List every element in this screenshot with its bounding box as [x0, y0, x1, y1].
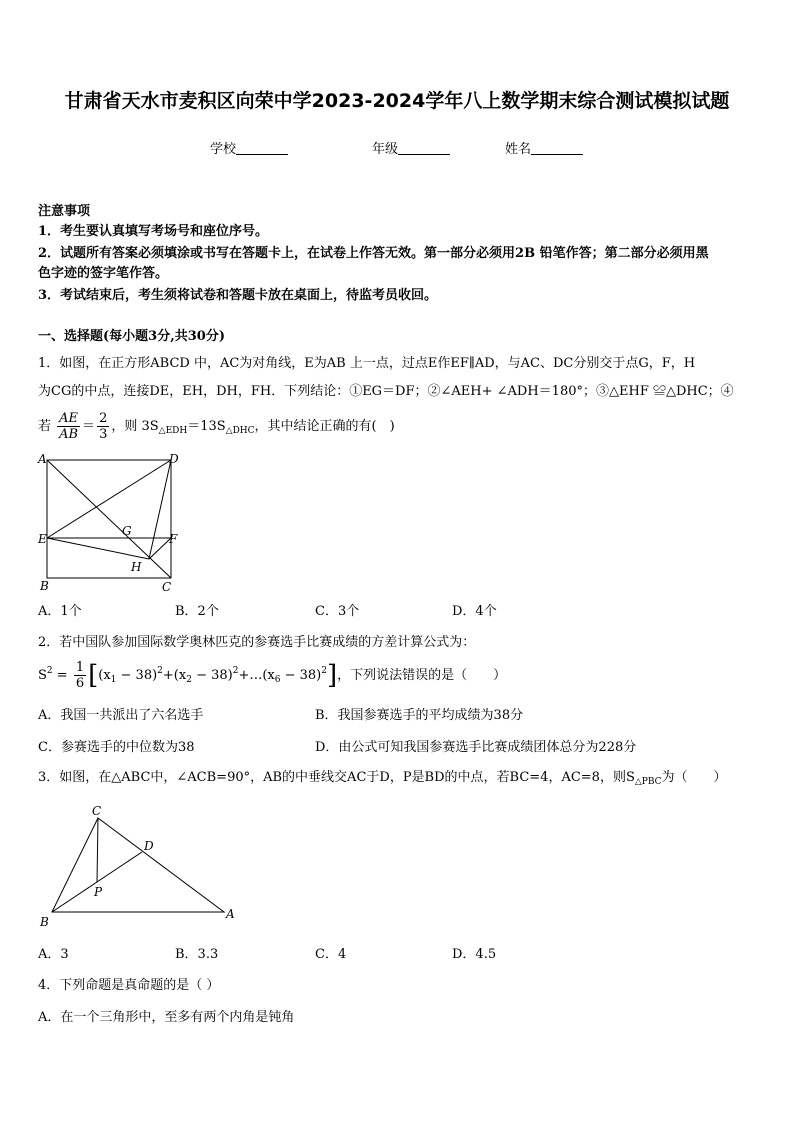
q3-text-end: 为（ ） — [661, 770, 727, 785]
q1-line3 — [38, 411, 395, 442]
q1-fraction-ae-ab — [57, 411, 80, 442]
q3-text: 3．如图，在△ABC中，∠ACB=90°，AB的中垂线交AC于D，P是BD的中点，若BC=4，AC=8，则S — [38, 770, 635, 785]
q2-term2-sub: 2 — [186, 675, 192, 685]
q1-segment-fh — [149, 538, 171, 559]
q1-frac2-den: 3 — [99, 427, 108, 442]
q4-option-a: A．在一个三角形中，至多有两个内角是钝角 — [38, 1010, 295, 1025]
q1-label-h: H — [131, 560, 142, 574]
q2-s: S — [38, 668, 47, 683]
q1-label-g: G — [122, 524, 132, 538]
q2-option-b: B．我国参赛选手的平均成绩为38分 — [315, 708, 524, 723]
q2-term1-end: − 38) — [116, 668, 158, 683]
q2-formula — [38, 660, 506, 691]
q1-option-a: A．1个 — [38, 604, 82, 619]
q1-option-c: C．3个 — [315, 604, 360, 619]
q3-triangle-abc — [52, 818, 224, 912]
q3-option-a: A．3 — [38, 947, 69, 962]
page-title: 甘肃省天水市麦积区向荣中学2023-2024学年八上数学期末综合测试模拟试题 — [64, 90, 730, 112]
q3-segment-cp — [97, 818, 98, 882]
q1-label-b: B — [40, 579, 49, 593]
q1-label-f: F — [169, 532, 178, 546]
q2-term3-sq: 2 — [321, 666, 327, 676]
grade-field — [372, 140, 450, 160]
q1-segment-ed — [47, 460, 171, 538]
q2-frac-den: 6 — [75, 676, 85, 691]
notice-heading: 注意事项 — [38, 204, 91, 219]
q1-then: ，则 3S — [111, 419, 159, 434]
q2-option-d: D．由公式可知我国参赛选手比赛成绩团体总分为228分 — [315, 740, 637, 755]
q1-line1: 1．如图，在正方形ABCD 中，AC为对角线，E为AB 上一点，过点E作EF∥AD，与AC、DC分别交于点G，F，H — [38, 356, 696, 371]
q3-label-d: D — [144, 839, 154, 853]
school-blank — [236, 140, 288, 155]
q1-option-b: B．2个 — [175, 604, 219, 619]
q1-segment-dh — [149, 460, 171, 559]
notice-item-1: 1．考生要认真填写考场号和座位序号。 — [38, 224, 269, 239]
q3-sub-pbc: △PBC — [634, 777, 662, 787]
q2-term2: +(x — [162, 668, 187, 683]
name-label: 姓名 — [505, 142, 532, 157]
q1-label-e: E — [38, 532, 47, 546]
q1-if: 若 — [38, 419, 52, 434]
q1-sub-edh: △EDH — [158, 426, 188, 436]
q1-line2: 为CG的中点，连接DE，EH，DH，FH．下列结论：①EG＝DF；②∠AEH+ ∠ADH＝180°；③△EHF ≌△DHC；④ — [38, 384, 734, 399]
name-blank — [531, 140, 583, 155]
q2-option-c: C．参赛选手的中位数为38 — [38, 740, 195, 755]
q1-frac2-num: 2 — [99, 411, 108, 426]
q2-term3-end: − 38) — [280, 668, 322, 683]
q2-option-a: A．我国一共派出了六名选手 — [38, 708, 204, 723]
q2-term3-sub: 6 — [274, 675, 281, 685]
q1-label-c: C — [162, 580, 172, 594]
q1-equals-13s: ＝13S — [187, 419, 226, 434]
q1-frac1-num: AE — [59, 411, 79, 426]
q1-equals: ＝ — [82, 419, 96, 434]
q1-frac1-den: AB — [59, 427, 79, 442]
q2-term1: (x — [98, 668, 111, 683]
q2-s-sq: 2 — [46, 666, 53, 676]
q2-term2-end: − 38) — [191, 668, 233, 683]
q3-option-b: B．3.3 — [175, 947, 219, 962]
notice-item-3: 3．考试结束后，考生须将试卷和答题卡放在桌面上，待监考员收回。 — [38, 288, 438, 303]
section-heading: 一、选择题(每小题3分,共30分) — [38, 329, 225, 344]
q2-eq: = — [52, 668, 72, 683]
q1-segment-eh — [47, 538, 149, 559]
q1-label-a: A — [38, 452, 47, 466]
q1-diagonal-ac — [47, 460, 171, 578]
q1-square-figure — [30, 448, 190, 594]
school-label: 学校 — [210, 142, 237, 157]
q3-label-p: P — [94, 885, 103, 899]
q2-fraction-1-6 — [74, 660, 86, 691]
q2-after: ，下列说法错误的是（ ） — [337, 668, 507, 683]
q3-option-d: D．4.5 — [452, 947, 497, 962]
q2-left-bracket: [ — [88, 660, 99, 691]
q3-triangle-figure — [36, 800, 246, 930]
q2-line1: 2．若中国队参加国际数学奥林匹克的参赛选手比赛成绩的方差计算公式为： — [38, 635, 476, 650]
name-field — [505, 140, 583, 160]
q1-fraction-2-3 — [97, 411, 109, 442]
notice-item-2: 2．试题所有答案必须填涂或书写在答题卡上，在试卷上作答无效。第一部分必须用2B 铅笔作答；第二部分必须用黑 — [38, 246, 709, 261]
q1-option-d: D．4个 — [452, 604, 497, 619]
q3-line1 — [38, 768, 727, 792]
q1-sub-dhc: △DHC — [225, 426, 255, 436]
grade-blank — [398, 140, 450, 155]
q3-label-a: A — [226, 907, 235, 921]
q2-right-bracket: ] — [327, 660, 338, 691]
q3-label-c: C — [92, 804, 102, 818]
q2-term1-sq: 2 — [157, 666, 163, 676]
q3-option-c: C．4 — [315, 947, 347, 962]
q1-label-d: D — [169, 452, 179, 466]
q3-label-b: B — [40, 915, 49, 929]
q2-term3: +…(x — [238, 668, 275, 683]
q1-ask: ，其中结论正确的有( ) — [254, 419, 395, 434]
notice-item-2-cont: 色字迹的签字笔作答。 — [38, 266, 169, 281]
grade-label: 年级 — [372, 142, 399, 157]
q2-frac-num: 1 — [75, 660, 85, 675]
school-field — [210, 140, 288, 160]
q2-term1-sub: 1 — [110, 675, 117, 685]
q2-term2-sq: 2 — [232, 666, 239, 676]
q4-line1: 4．下列命题是真命题的是（ ） — [38, 978, 220, 993]
